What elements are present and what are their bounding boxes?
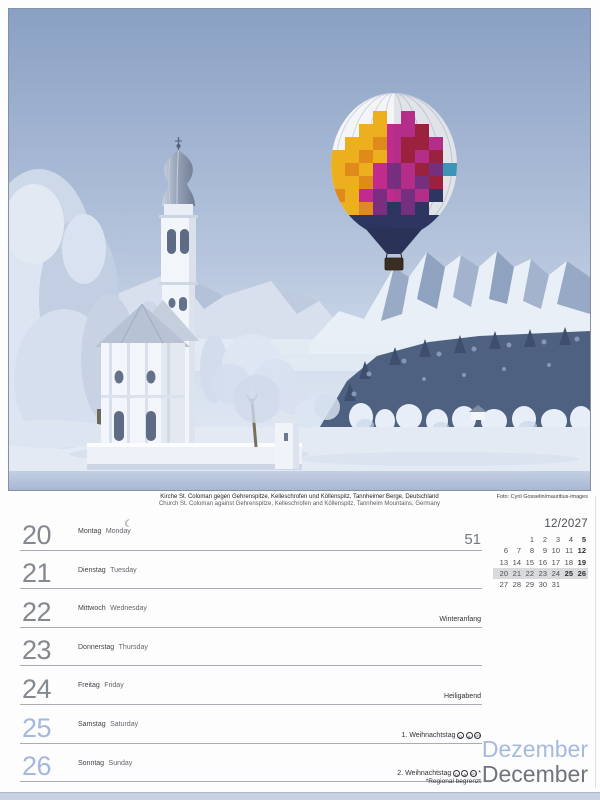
mini-calendar-day: 10	[551, 546, 560, 556]
day-name-de: Donnerstag	[78, 643, 115, 651]
photo-caption-english: Church St. Coloman against Gehrenspitze, Kelleschrofen and Köllenspitz, Tannheim Mountains, Germany	[158, 501, 441, 507]
day-name-en: Thursday	[118, 643, 148, 651]
moon-phase-icon: ☾	[124, 519, 133, 530]
day-name-de: Samstag	[78, 720, 106, 728]
mini-calendar-day: 19	[577, 557, 586, 567]
day-labels	[78, 597, 147, 615]
mini-calendar-day: 16	[538, 557, 547, 567]
day-labels	[78, 752, 132, 770]
mini-calendar-day	[495, 534, 508, 545]
day-name-en: Monday	[105, 528, 131, 535]
mini-calendar-day: 13	[499, 557, 508, 567]
day-name-de: Mittwoch	[78, 605, 106, 613]
mini-calendar-day	[573, 579, 586, 590]
mini-calendar-day: 24	[551, 568, 560, 578]
mini-calendar-day	[508, 534, 521, 545]
day-note: Winteranfang	[439, 615, 481, 623]
mini-calendar-week-row	[493, 534, 588, 545]
day-number: 20	[22, 519, 52, 550]
day-note-holiday: 1. Weihnachtstag D A CH	[401, 731, 480, 739]
mini-calendar-week-row	[493, 579, 588, 590]
mini-calendar-day: 14	[512, 557, 521, 567]
mini-calendar-day: 6	[503, 546, 508, 556]
photo-caption-german: Kirche St. Coloman gegen Gehrenspitze, Kelleschrofen und Köllenspitz, Tannheimer Berge, Deutschland	[160, 494, 439, 500]
month-name-german: Dezember	[481, 736, 588, 762]
day-name-en: Tuesday	[110, 566, 137, 574]
day-name-de: Dienstag	[78, 566, 106, 574]
mini-calendar-day: 7	[516, 546, 521, 556]
day-row-thursday	[20, 628, 482, 667]
mini-calendar-day: 22	[525, 568, 534, 578]
day-name-en: Wednesday	[110, 605, 147, 613]
country-flag-a: A	[461, 770, 468, 777]
mini-calendar-day: 9	[542, 546, 547, 556]
day-row-saturday	[20, 705, 482, 744]
mini-calendar-day: 18	[564, 557, 573, 567]
country-flag-d: D	[457, 732, 464, 739]
page-edge-shadow	[595, 496, 596, 788]
mini-calendar-day: 28	[512, 580, 521, 590]
mini-calendar-day: 17	[551, 557, 560, 567]
mini-calendar-day: 12	[577, 546, 586, 556]
winter-scene-illustration	[9, 9, 590, 490]
mini-calendar-day: 20	[499, 568, 508, 578]
day-row-tuesday	[20, 551, 482, 590]
mini-calendar-week-row	[493, 557, 588, 568]
mini-calendar-day: 3	[555, 535, 560, 544]
mini-calendar-day	[560, 579, 573, 590]
day-name-de: Sonntag	[78, 759, 105, 767]
month-name-english: December	[481, 761, 588, 787]
mini-calendar-day: 1	[529, 535, 534, 544]
mini-calendar-day: 15	[525, 557, 534, 567]
mini-calendar-day: 26	[577, 568, 586, 578]
day-number: 23	[22, 635, 52, 666]
day-labels	[78, 674, 124, 692]
country-flag-d: D	[453, 770, 460, 777]
day-name-de: Montag	[78, 528, 102, 535]
day-name-en: Sunday	[108, 759, 133, 767]
day-number: 21	[22, 558, 52, 589]
day-name-de: Freitag	[78, 682, 100, 690]
day-name-en: Friday	[104, 682, 124, 690]
day-labels	[78, 713, 138, 731]
mini-calendar-day: 21	[512, 568, 521, 578]
country-flag-a: A	[466, 732, 473, 739]
mini-month-calendar	[493, 518, 588, 590]
country-flag-ch: CH	[470, 772, 476, 777]
day-note-holiday: 2. Weihnachtstag D A CH *	[397, 770, 481, 778]
mini-calendar-day: 30	[538, 580, 547, 590]
mini-calendar-day: 5	[581, 535, 586, 544]
mini-calendar-day: 31	[551, 580, 560, 590]
mini-calendar-grid	[493, 534, 588, 590]
mini-calendar-day: 27	[499, 580, 508, 590]
mini-calendar-day: 11	[565, 546, 573, 556]
mini-calendar-week-row	[493, 545, 588, 556]
week-rows	[20, 512, 482, 785]
mini-calendar-title: 12/2027	[544, 518, 588, 530]
page-bottom-band	[0, 792, 600, 800]
day-note: Heiligabend	[444, 692, 481, 700]
day-number: 25	[22, 712, 52, 743]
day-number: 24	[22, 673, 52, 704]
day-labels	[78, 559, 137, 577]
day-row-wednesday	[20, 589, 482, 628]
day-name-en: Saturday	[110, 720, 139, 728]
country-flag-ch: CH	[475, 733, 480, 738]
day-number: 22	[22, 596, 52, 627]
day-row-monday	[20, 512, 482, 551]
regional-asterisk: *	[478, 770, 481, 778]
day-row-sunday	[20, 744, 482, 783]
photo-credit: Foto: Cyril Gosselin/mauritius-images	[496, 494, 588, 500]
day-number: 26	[22, 751, 52, 782]
regional-footnote: *Regional begrenzt	[425, 778, 481, 785]
day-row-friday	[20, 666, 482, 705]
calendar-photo	[8, 8, 591, 491]
week-number: 51	[464, 530, 481, 548]
day-labels	[78, 520, 131, 538]
mini-calendar-week-row	[493, 568, 588, 579]
month-name-block	[482, 737, 588, 787]
day-labels	[78, 636, 148, 654]
mini-calendar-day: 25	[564, 568, 573, 578]
mini-calendar-day: 29	[525, 580, 534, 590]
mini-calendar-day: 23	[538, 568, 547, 578]
mini-calendar-day: 4	[568, 535, 573, 544]
mini-calendar-day: 2	[542, 535, 547, 544]
mini-calendar-day: 8	[529, 546, 534, 556]
